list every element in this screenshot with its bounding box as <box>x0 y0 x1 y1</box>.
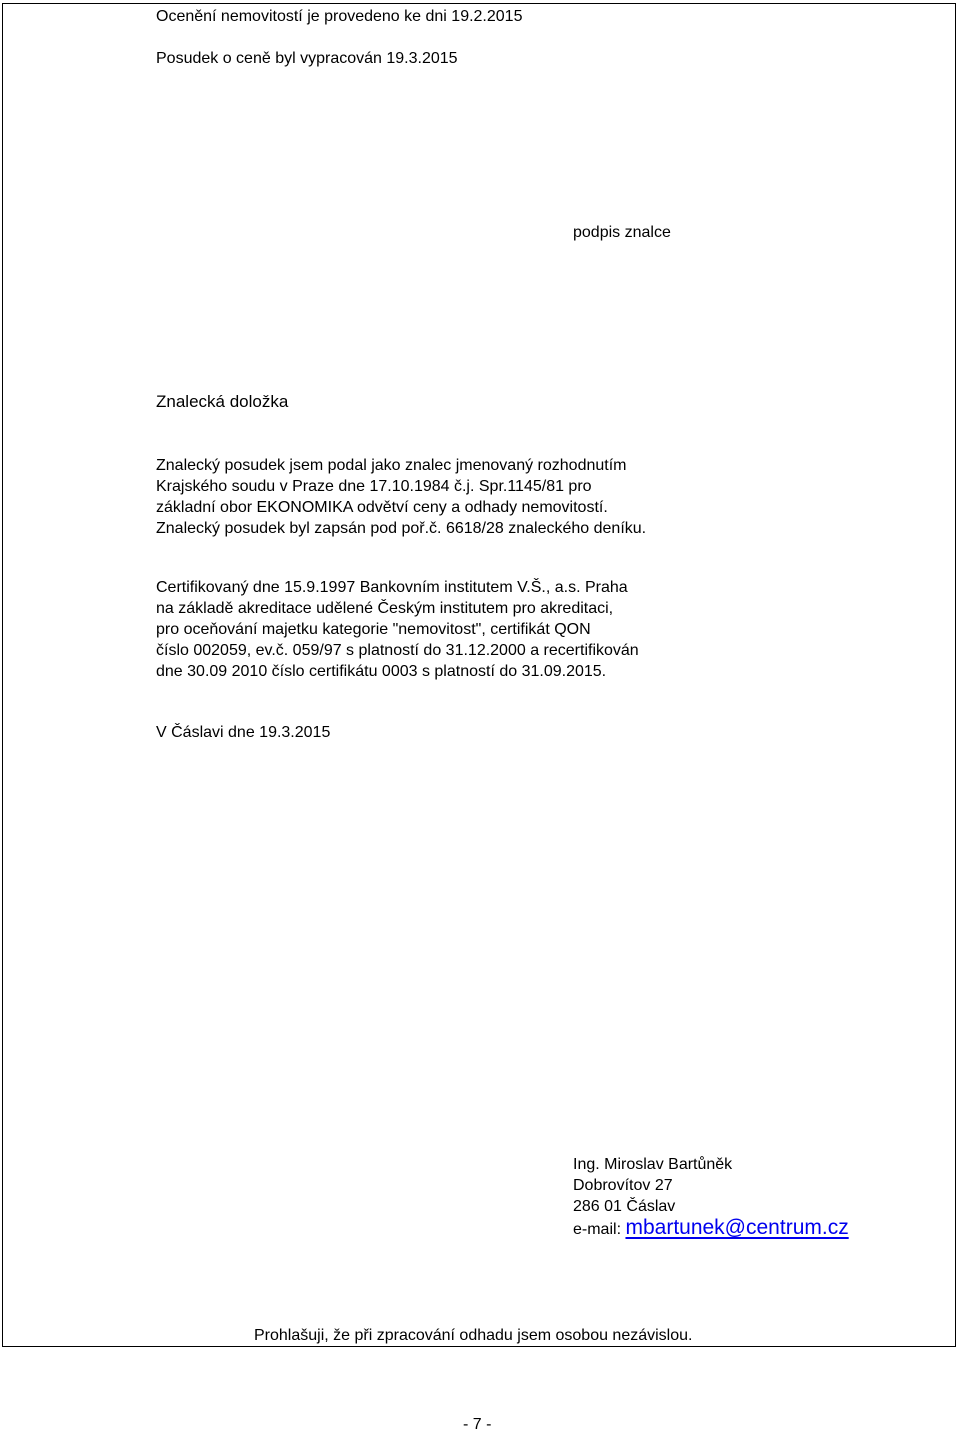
certification-line: pro oceňování majetku kategorie "nemovitost", certifikát QON <box>156 621 591 638</box>
clause-line: základní obor EKONOMIKA odvětví ceny a odhady nemovitostí. <box>156 499 608 516</box>
author-city: 286 01 Čáslav <box>573 1198 676 1215</box>
page-number: - 7 - <box>463 1416 492 1433</box>
place-date: V Čáslavi dne 19.3.2015 <box>156 724 331 741</box>
certification-line: na základě akreditace udělené Českým institutem pro akreditaci, <box>156 600 614 617</box>
author-street: Dobrovítov 27 <box>573 1177 673 1194</box>
author-name: Ing. Miroslav Bartůněk <box>573 1156 733 1173</box>
clause-line: Znalecký posudek byl zapsán pod poř.č. 6618/28 znaleckého deníku. <box>156 520 647 537</box>
report-date: Posudek o ceně byl vypracován 19.3.2015 <box>156 50 458 67</box>
valuation-date: Ocenění nemovitostí je provedeno ke dni 19.2.2015 <box>156 8 523 25</box>
clause-line: Znalecký posudek jsem podal jako znalec jmenovaný rozhodnutím <box>156 457 627 474</box>
certification-line: číslo 002059, ev.č. 059/97 s platností do 31.12.2000 a recertifikován <box>156 642 639 659</box>
email-label: e-mail: <box>573 1221 622 1238</box>
certification-line: Certifikovaný dne 15.9.1997 Bankovním institutem V.Š., a.s. Praha <box>156 579 628 596</box>
author-email-row <box>573 1217 849 1240</box>
declaration: Prohlašuji, že při zpracování odhadu jsem osobou nezávislou. <box>254 1327 693 1344</box>
certification-text <box>156 577 639 682</box>
email-link[interactable]: mbartunek@centrum.cz <box>625 1216 849 1239</box>
clause-line: Krajského soudu v Praze dne 17.10.1984 č.j. Spr.1145/81 pro <box>156 478 592 495</box>
clause-text <box>156 455 646 539</box>
certification-line: dne 30.09 2010 číslo certifikátu 0003 s platností do 31.09.2015. <box>156 663 607 680</box>
clause-title: Znalecká doložka <box>156 392 289 411</box>
signature-label: podpis znalce <box>573 224 671 241</box>
